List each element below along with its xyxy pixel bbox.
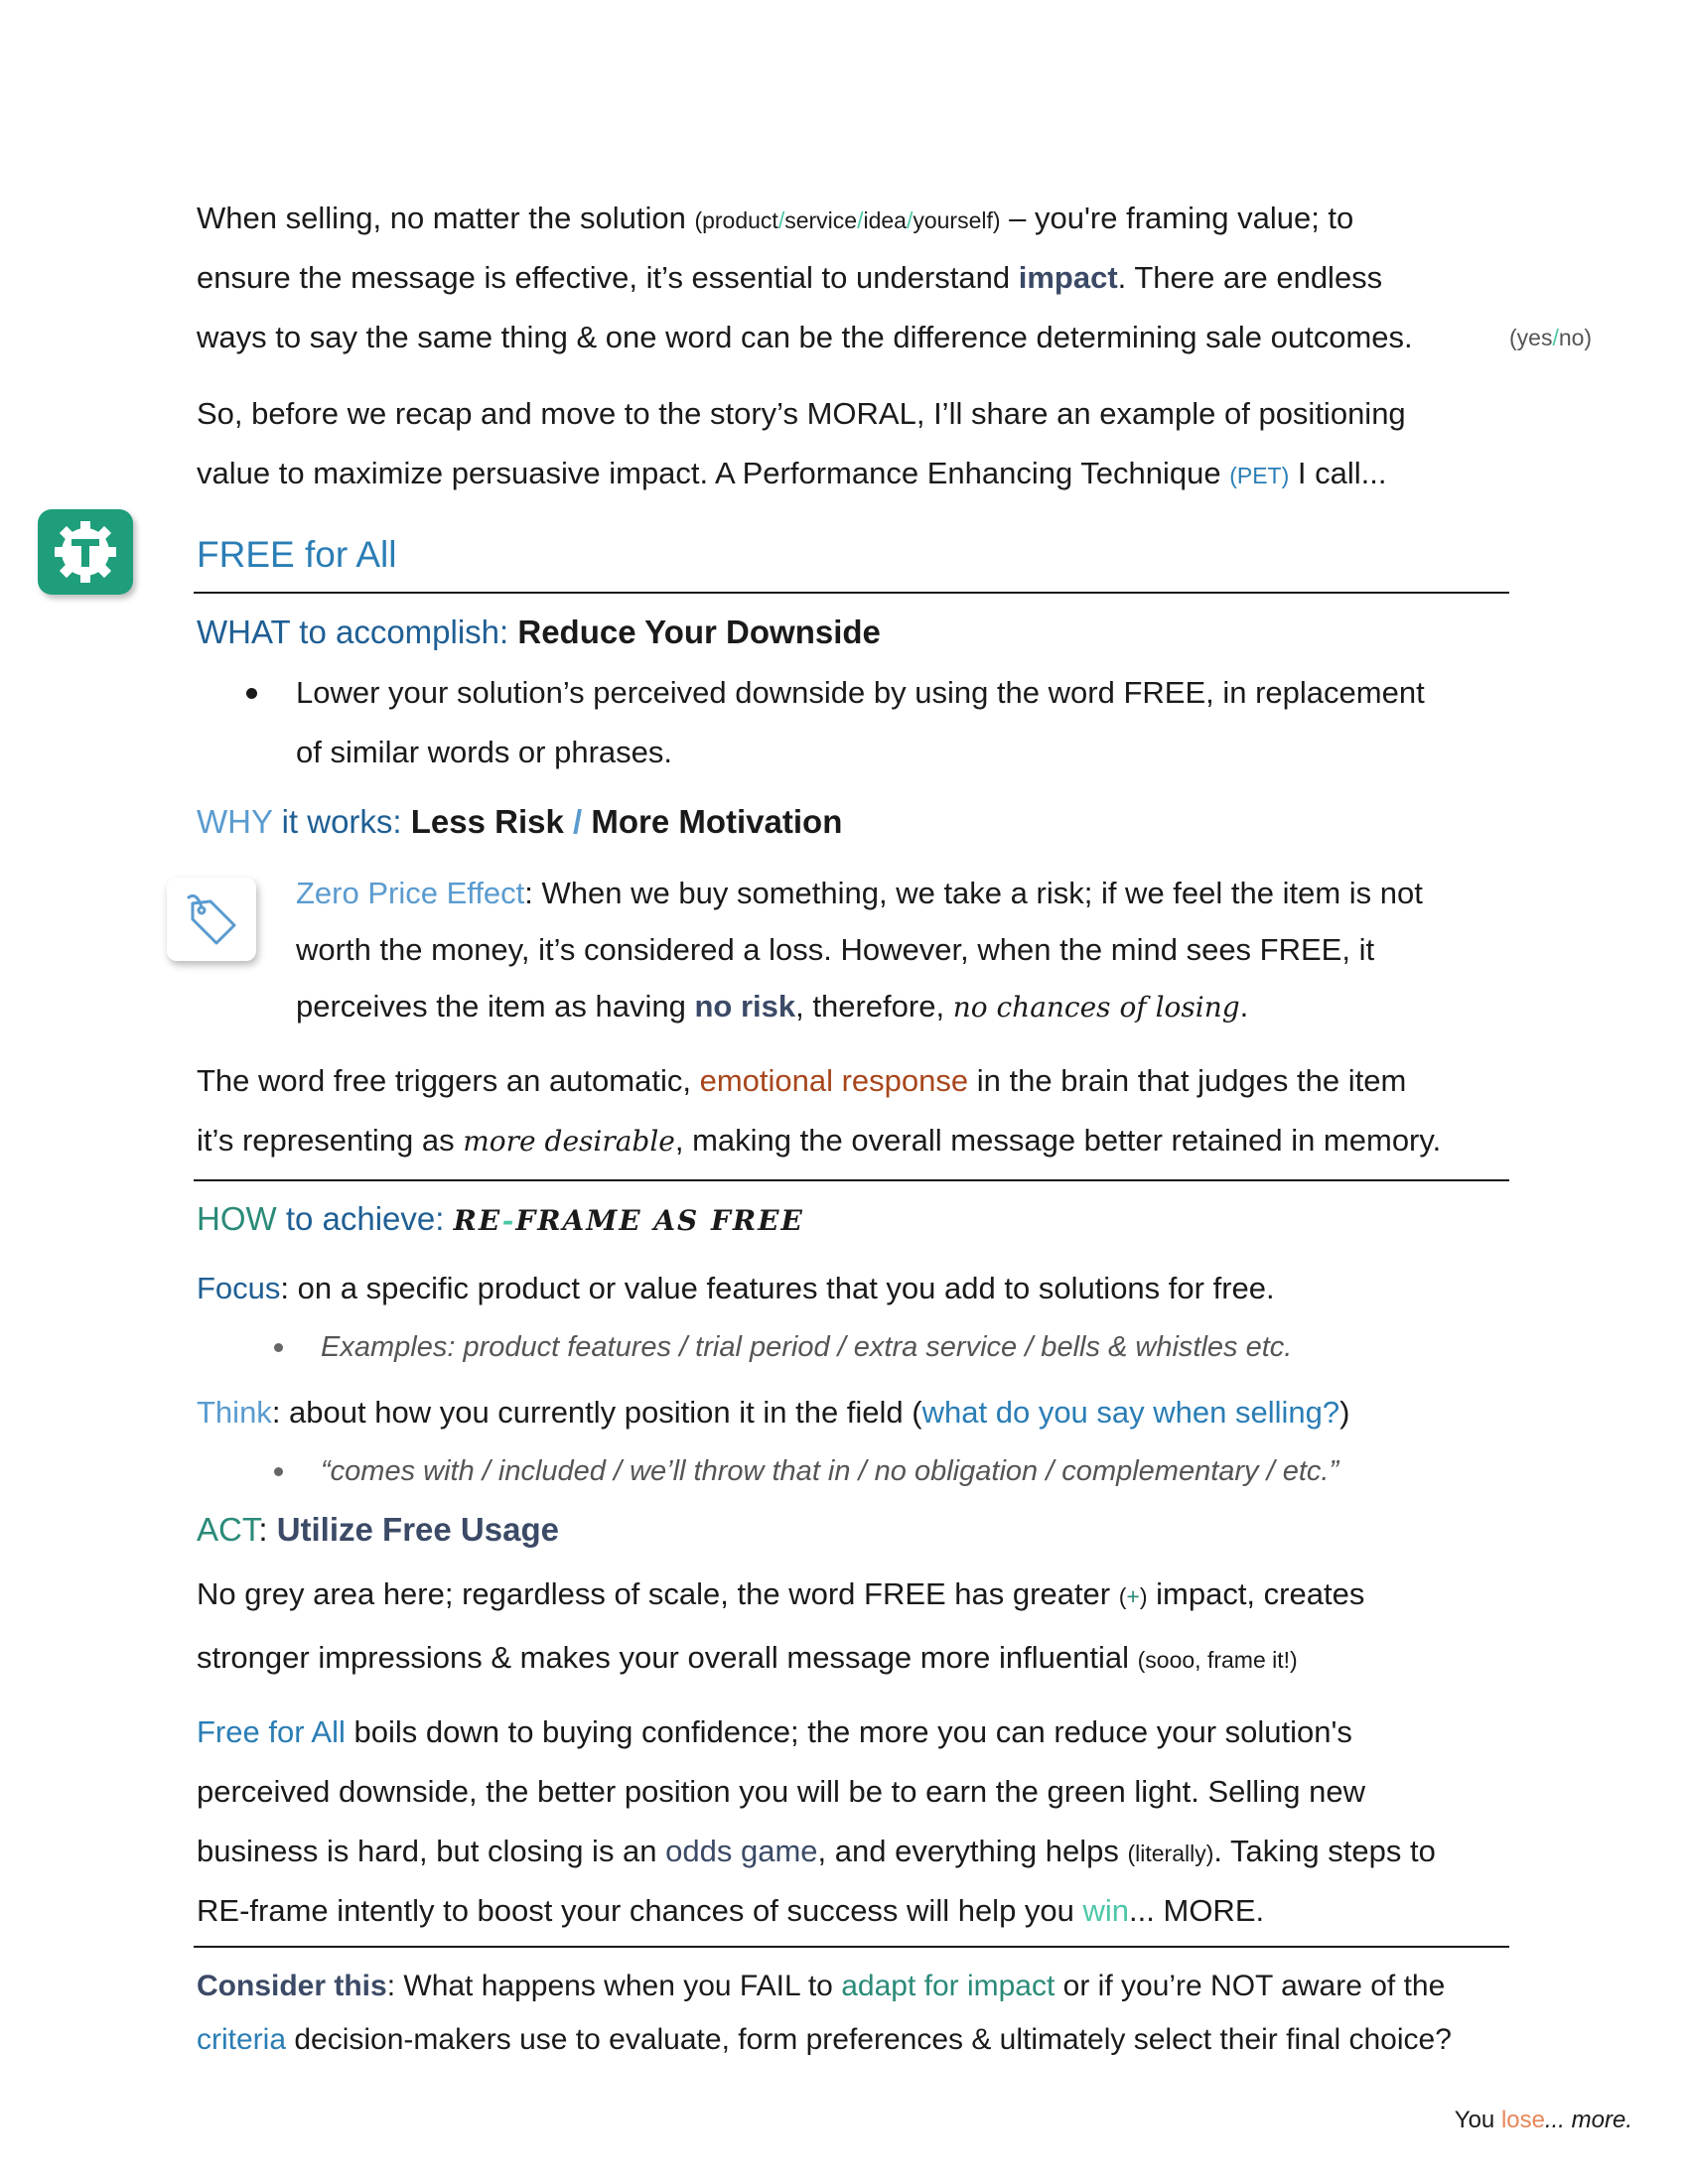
zero-price-line-2: worth the money, it’s considered a loss. However, when the mind sees FREE, it (296, 932, 1375, 967)
what-bullet (246, 688, 257, 699)
act-heading: ACT: Utilize Free Usage (197, 1511, 559, 1548)
act-line-1: No grey area here; regardless of scale, the word FREE has greater (+) impact, creates (197, 1576, 1365, 1611)
footer-tagline: You lose... more. (1454, 2107, 1632, 2133)
what-bullet-line-2: of similar words or phrases. (296, 735, 673, 769)
how-heading: HOW to achieve: RE-FRAME AS FREE (197, 1200, 804, 1237)
intro-line-2: ensure the message is effective, it’s essential to understand impact. There are endless (197, 260, 1383, 295)
think-bullet (274, 1467, 283, 1476)
act-line-2: stronger impressions & makes your overall message more influential (sooo, frame it!) (197, 1640, 1298, 1675)
section-title: FREE for All (197, 534, 397, 575)
summary-line-1: Free for All boils down to buying confidence; the more you can reduce your solution's (197, 1714, 1352, 1749)
summary-line-3: business is hard, but closing is an odds game, and everything helps (literally). Taking steps to (197, 1834, 1436, 1868)
intro-line-5: value to maximize persuasive impact. A Performance Enhancing Technique (PET) I call... (197, 456, 1387, 490)
gear-t-icon (38, 509, 133, 595)
consider-line-1: Consider this: What happens when you FAIL to adapt for impact or if you’re NOT aware of the (197, 1970, 1446, 2002)
intro-line-4: So, before we recap and move to the story’s MORAL, I’ll share an example of positioning (197, 396, 1406, 431)
why-paragraph-line-1: The word free triggers an automatic, emotional response in the brain that judges the item (197, 1063, 1407, 1098)
divider-1 (194, 592, 1509, 594)
focus-bullet (274, 1343, 283, 1352)
divider-2 (194, 1179, 1509, 1181)
why-paragraph-line-2: it’s representing as more desirable, making the overall message better retained in memory. (197, 1123, 1442, 1158)
consider-line-2: criteria decision-makers use to evaluate, form preferences & ultimately select their final choice? (197, 2023, 1452, 2056)
what-bullet-line-1: Lower your solution’s perceived downside by using the word FREE, in replacement (296, 675, 1425, 710)
summary-line-2: perceived downside, the better position you will be to earn the green light. Selling new (197, 1774, 1366, 1809)
yes-no-aside: (yes/no) (1509, 325, 1593, 350)
price-tag-icon (167, 878, 256, 961)
zero-price-line-3: perceives the item as having no risk, therefore, no chances of losing. (296, 989, 1249, 1024)
what-heading: WHAT to accomplish: Reduce Your Downside (197, 614, 881, 650)
summary-line-4: RE-frame intently to boost your chances of success will help you win... MORE. (197, 1893, 1265, 1928)
why-heading: WHY it works: Less Risk / More Motivation (197, 803, 843, 840)
focus-line: Focus: on a specific product or value features that you add to solutions for free. (197, 1271, 1275, 1305)
zero-price-line-1: Zero Price Effect: When we buy something, we take a risk; if we feel the item is not (296, 876, 1423, 910)
think-line: Think: about how you currently position it in the field (what do you say when selling?) (197, 1395, 1350, 1430)
focus-example: Examples: product features / trial period / extra service / bells & whistles etc. (321, 1331, 1293, 1363)
divider-3 (194, 1946, 1509, 1948)
intro-line-1: When selling, no matter the solution (product/service/idea/yourself) – you're framing value; to (197, 201, 1354, 235)
think-example: “comes with / included / we’ll throw that in / no obligation / complementary / etc.” (321, 1455, 1339, 1487)
intro-line-3: ways to say the same thing & one word can be the difference determining sale outcomes. (197, 320, 1413, 354)
